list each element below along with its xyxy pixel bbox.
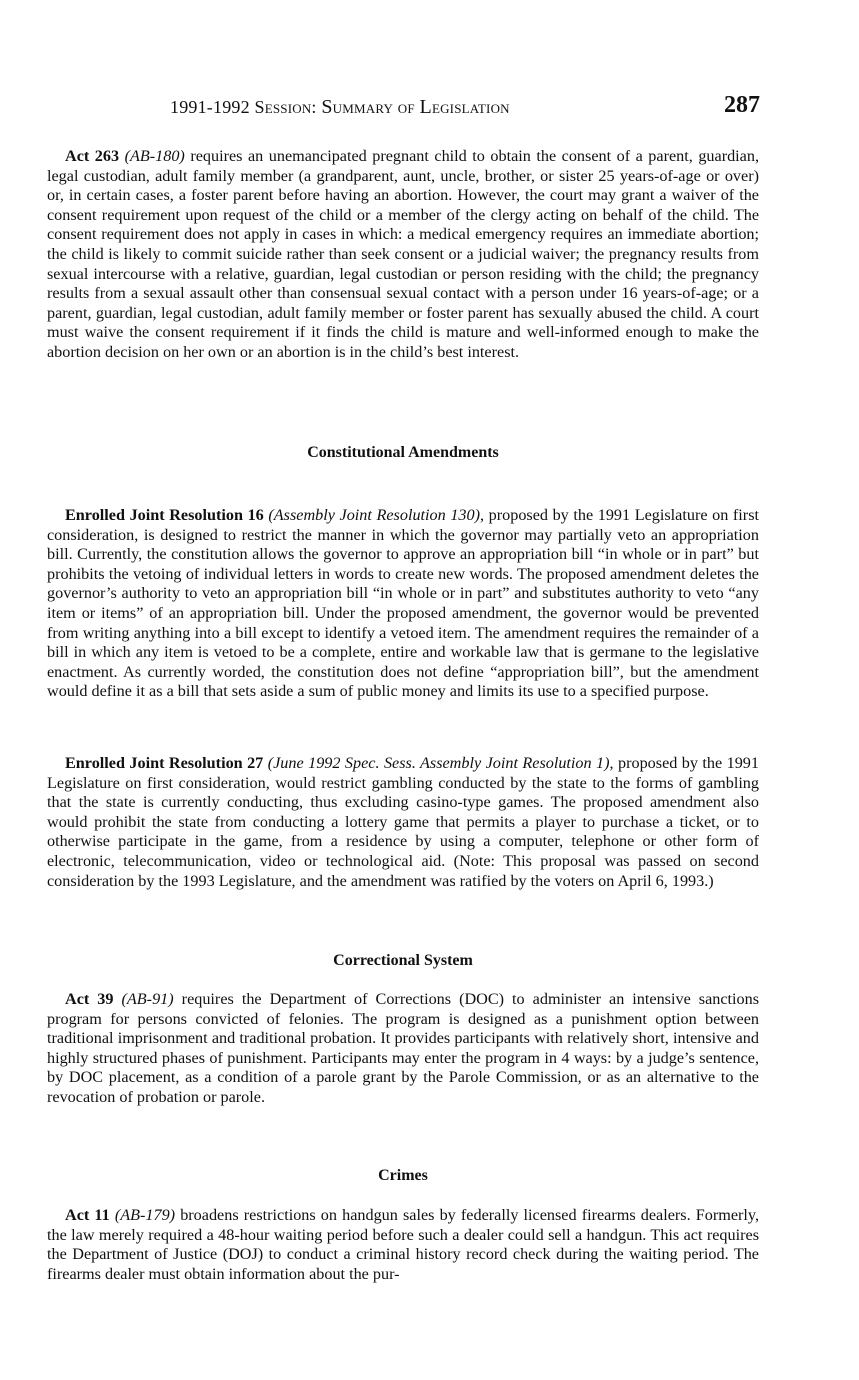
page-number: 287: [724, 92, 760, 118]
title-l: L: [419, 96, 432, 118]
paragraph-text: , proposed by the 1991 Legislature on first consideration, would restrict gambling conducted by the state to the forms of gambling that the state is currently conducting, thus excluding casino-type games. The proposed amendment also would prohibit the state from conducting a lottery game that permits a player to purchase a ticket, or to otherwise participate in the game, from a residence by using a computer, telephone or other form of electronic, telecommunication, video or technological aid. (Note: This proposal was passed on second consideration by the 1993 Legislature, and the amendment was ratified by the voters on April 6, 1993.): [47, 754, 759, 890]
heading-crimes: Crimes: [378, 1167, 428, 1184]
act-label: Act 39: [65, 990, 114, 1008]
paragraph-text: requires the Department of Corrections (DOC) to administer an intensive sanctions program for persons convicted of felonies. The program is designed as a punishment option between traditional imprisonment and traditional probation. It provides participants with relatively short, intensive and highly structured phases of punishment. Participants may enter the program in 4 ways: by a judge’s sentence, by DOC placement, as a condition of a parole grant by the Parole Commission, or as an alternative to the revocation of probation or parole.: [47, 990, 760, 1106]
paragraph-act-263: [47, 147, 759, 363]
title-egislation: egislation: [431, 97, 510, 117]
act-label: Act 11: [65, 1206, 110, 1224]
paragraph-act-39: [47, 990, 759, 1108]
bill-number: (AB-179): [114, 1206, 176, 1224]
paragraph-ejr-27: [47, 754, 759, 891]
title-ummary: ummary: [332, 97, 398, 117]
heading-correctional-system: Correctional System: [333, 952, 473, 969]
title-of: of: [397, 97, 420, 117]
bill-number: (AB-180): [124, 147, 185, 165]
paragraph-text: , proposed by the 1991 Legislature on first consideration, is designed to restrict the manner in which the governor may partially veto an appropriation bill. Currently, the constitution allows the governor to approve an appropriation bill “in whole or in part” but prohibits the vetoing of individual letters in words to create new words. The proposed amendment deletes the governor’s authority to veto an appropriation bill “in whole or in part” and substitutes authority to veto “any item or items” of an appropriation bill. Under the proposed amendment, the governor would be prevented from writing anything into a bill except to identify a vetoed item. The amendment requires the remainder of a bill in which any item is vetoed to be a complete, entire and workable law that is germane to the legislative enactment. As currently worded, the constitution does not define “appropriation bill”, but the amendment would define it as a bill that sets aside a sum of public money and limits its use to a specified purpose.: [47, 506, 759, 701]
title-s: S: [321, 96, 333, 118]
running-head-title: [170, 96, 510, 119]
resolution-source: (Assembly Joint Resolution 130): [268, 506, 480, 524]
bill-number: (AB-91): [121, 990, 174, 1008]
paragraph-text: broadens restrictions on handgun sales by federally licensed firearms dealers. Formerly, the law merely required a 48-hour waiting period before such a dealer could sell a handgun. This act requires the Department of Justice (DOJ) to conduct a criminal history record check during the waiting period. The firearms dealer must obtain information about the pur-: [47, 1206, 760, 1283]
resolution-source: (June 1992 Spec. Sess. Assembly Joint Resolution 1): [267, 754, 610, 772]
resolution-label: Enrolled Joint Resolution 27: [65, 754, 264, 772]
heading-constitutional-amendments: Constitutional Amendments: [307, 444, 499, 461]
session-label: Session:: [254, 97, 317, 117]
paragraph-ejr-16: [47, 506, 759, 702]
session-years: 1991-1992: [170, 97, 255, 117]
paragraph-act-11: [47, 1206, 759, 1284]
resolution-label: Enrolled Joint Resolution 16: [65, 506, 264, 524]
running-head: [0, 92, 859, 124]
paragraph-text: requires an unemancipated pregnant child to obtain the consent of a parent, guardian, legal custodian, adult family member (a grandparent, aunt, uncle, brother, or sister 25 years-of-age or over) or, in certain cases, a foster parent before having an abortion. However, the court may grant a waiver of the consent requirement upon request of the child or a member of the clergy acting on behalf of the child. The consent requirement does not apply in cases in which: a medical emergency requires an immediate abortion; the child is likely to commit suicide rather than seek consent or a judicial waiver; the pregnancy results from sexual intercourse with a relative, guardian, legal custodian or person residing with the child; the pregnancy results from a sexual assault other than consensual sexual contact with a person under 16 years-of-age; or a parent, guardian, legal custodian, adult family member or foster parent has sexually abused the child. A court must waive the consent requirement if it finds the child is mature and well-informed enough to make the abortion decision on her own or an abortion is in the child’s best interest.: [47, 147, 759, 361]
act-label: Act 263: [65, 147, 120, 165]
